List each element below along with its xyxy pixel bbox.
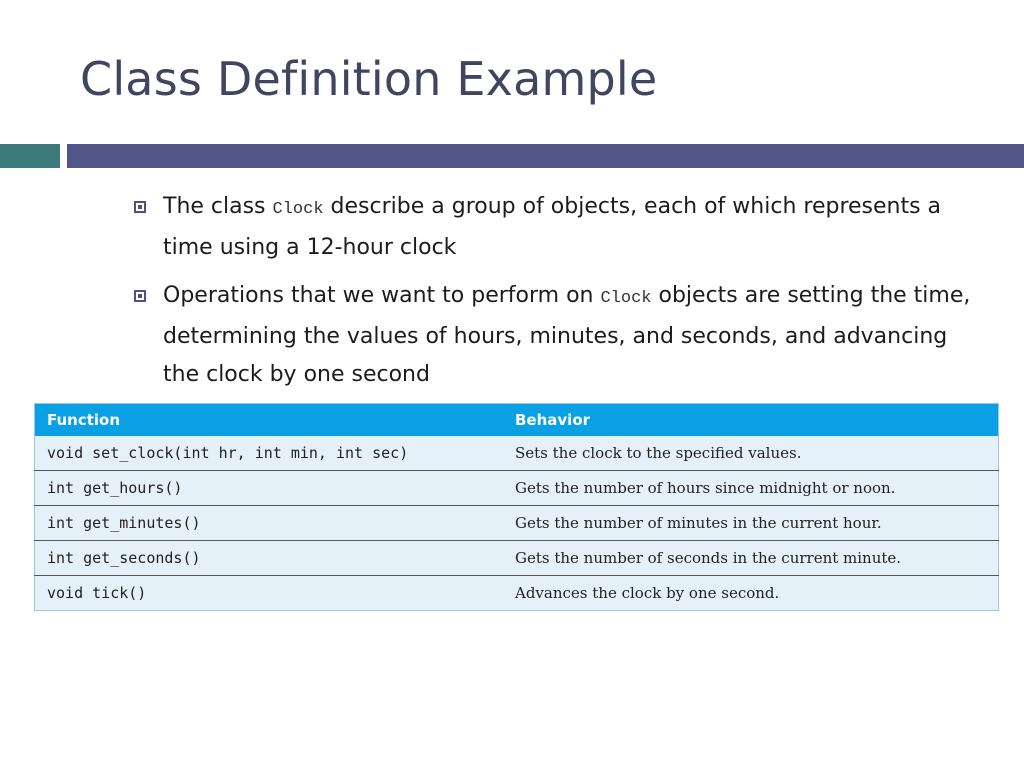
bullet-text-after: describe a group of objects, each of which represents a time using a 12-hour clock [163, 194, 942, 260]
table-row [35, 471, 999, 506]
accent-bar-purple [67, 144, 1024, 168]
bullet-text-before: Operations that we want to perform on [163, 283, 601, 308]
square-bullet-icon [134, 290, 146, 302]
function-cell: int get_minutes() [35, 506, 504, 541]
table-header-row [35, 404, 999, 437]
column-header-function: Function [35, 404, 504, 437]
bullet-list [130, 188, 990, 404]
column-header-behavior: Behavior [503, 404, 999, 437]
behavior-cell: Advances the clock by one second. [503, 576, 999, 611]
behavior-cell: Gets the number of minutes in the current hour. [503, 506, 999, 541]
bullet-item [130, 277, 990, 394]
table-row [35, 436, 999, 471]
table-row [35, 506, 999, 541]
accent-bar-teal [0, 144, 60, 168]
function-cell: int get_seconds() [35, 541, 504, 576]
function-cell: void tick() [35, 576, 504, 611]
bullet-text-before: The class [163, 194, 273, 219]
inline-code-clock: Clock [600, 289, 652, 308]
behavior-cell: Gets the number of seconds in the current minute. [503, 541, 999, 576]
behavior-cell: Sets the clock to the specified values. [503, 436, 999, 471]
table-row [35, 541, 999, 576]
bullet-text-after: objects are setting the time, determining the values of hours, minutes, and seconds, and advancing the clock by one second [163, 283, 971, 387]
function-cell: void set_clock(int hr, int min, int sec) [35, 436, 504, 471]
table-row [35, 576, 999, 611]
inline-code-clock: Clock [272, 200, 324, 219]
function-cell: int get_hours() [35, 471, 504, 506]
bullet-item [130, 188, 990, 267]
behavior-cell: Gets the number of hours since midnight or noon. [503, 471, 999, 506]
slide-title: Class Definition Example [80, 52, 658, 106]
clock-functions-table [34, 403, 999, 611]
square-bullet-icon [134, 201, 146, 213]
